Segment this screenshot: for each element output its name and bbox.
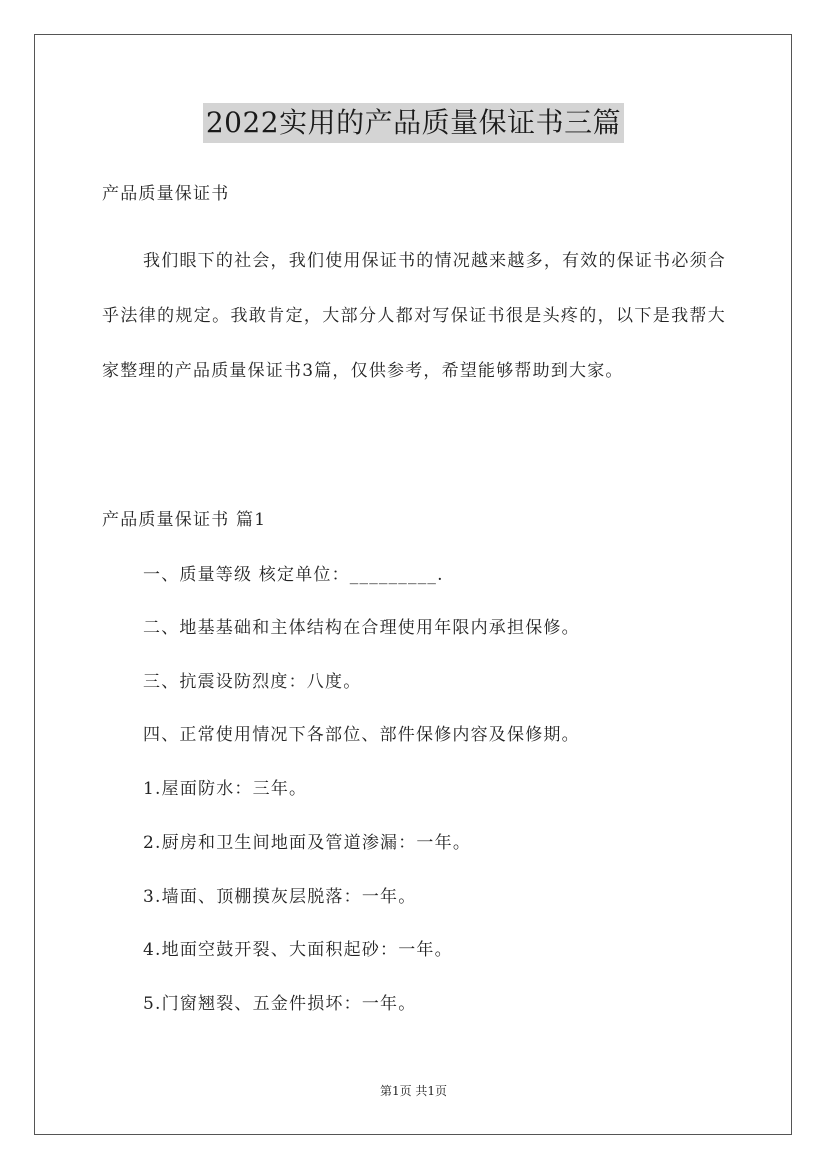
list-item: 三、抗震设防烈度：八度。 [143, 672, 362, 692]
list-item: 3.墙面、顶棚摸灰层脱落：一年。 [143, 887, 417, 907]
list-item: 4.地面空鼓开裂、大面积起砂：一年。 [143, 940, 453, 960]
intro-paragraph: 我们眼下的社会，我们使用保证书的情况越来越多，有效的保证书必须合乎法律的规定。我敢肯定，大部分人都对写保证书很是头疼的，以下是我帮大家整理的产品质量保证书3篇，仅供参考，希望能够帮助到大家。 [102, 251, 726, 381]
list-item: 5.门窗翘裂、五金件损坏：一年。 [143, 994, 417, 1014]
list-item: 2.厨房和卫生间地面及管道渗漏：一年。 [143, 833, 472, 853]
subsection-heading: 产品质量保证书 篇1 [102, 510, 267, 530]
list-item: 四、正常使用情况下各部位、部件保修内容及保修期。 [143, 725, 580, 745]
page-footer: 第1页 共1页 [379, 1084, 448, 1098]
list-item: 一、质量等级 核定单位：_________. [143, 565, 444, 585]
list-item: 1.屋面防水：三年。 [143, 779, 308, 799]
title-container [0, 103, 827, 143]
section-heading: 产品质量保证书 [102, 184, 230, 204]
document-title: 2022实用的产品质量保证书三篇 [203, 103, 624, 143]
list-item: 二、地基基础和主体结构在合理使用年限内承担保修。 [143, 618, 580, 638]
